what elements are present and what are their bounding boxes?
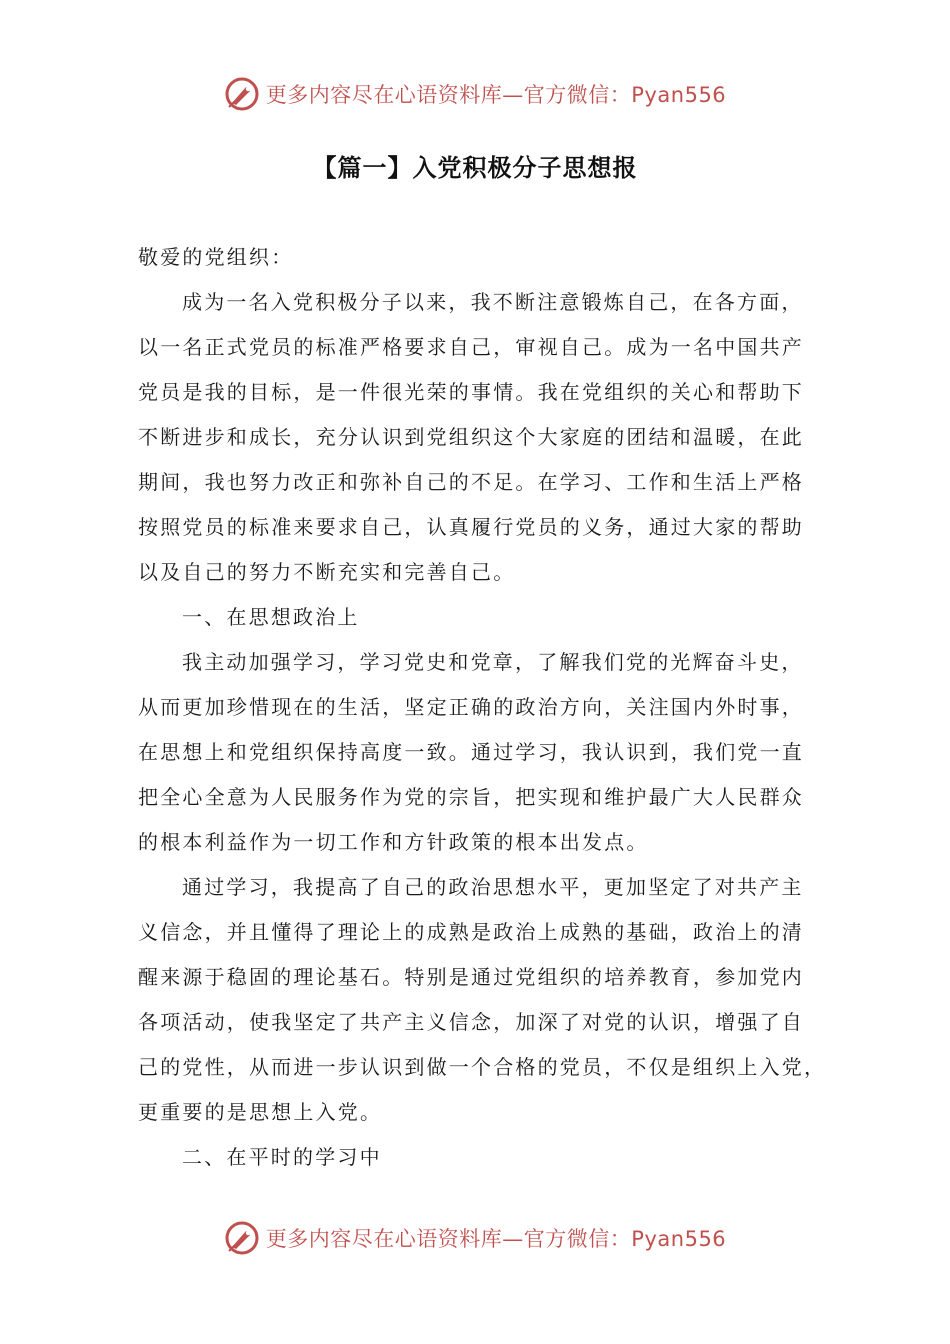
paragraph-line: 义信念，并且懂得了理论上的成熟是政治上成熟的基础，政治上的清 bbox=[138, 920, 804, 944]
paragraph-line: 以及自己的努力不断充实和完善自己。 bbox=[138, 560, 516, 584]
paragraph-line: 党员是我的目标，是一件很光荣的事情。我在党组织的关心和帮助下 bbox=[138, 380, 804, 404]
paragraph-line: 从而更加珍惜现在的生活，坚定正确的政治方向，关注国内外时事， bbox=[138, 695, 804, 719]
section-heading: 二、在平时的学习中 bbox=[182, 1145, 382, 1169]
paragraph-line: 的根本利益作为一切工作和方针政策的根本出发点。 bbox=[138, 830, 649, 854]
paragraph-line: 把全心全意为人民服务作为党的宗旨，把实现和维护最广大人民群众 bbox=[138, 785, 804, 809]
paragraph-line: 更重要的是思想上入党。 bbox=[138, 1100, 383, 1124]
paragraph-line: 醒来源于稳固的理论基石。特别是通过党组织的培养教育，参加党内 bbox=[138, 965, 804, 989]
paragraph-line: 成为一名入党积极分子以来，我不断注意锻炼自己，在各方面， bbox=[182, 290, 804, 314]
section-heading: 一、在思想政治上 bbox=[182, 605, 360, 629]
paragraph-line: 己的党性，从而进一步认识到做一个合格的党员，不仅是组织上入党， bbox=[138, 1055, 827, 1079]
document-body bbox=[138, 239, 827, 1184]
banner-text: 更多内容尽在心语资料库—官方微信：Pyan556 bbox=[265, 1227, 727, 1251]
paragraph-line: 按照党员的标准来要求自己，认真履行党员的义务，通过大家的帮助 bbox=[138, 515, 804, 539]
paragraph-line: 不断进步和成长，充分认识到党组织这个大家庭的团结和温暖，在此 bbox=[138, 425, 804, 449]
header-banner bbox=[0, 74, 950, 114]
pen-nib-logo-icon bbox=[224, 1220, 260, 1256]
paragraph-line: 各项活动，使我坚定了共产主义信念，加深了对党的认识，增强了自 bbox=[138, 1010, 804, 1034]
paragraph-line: 通过学习，我提高了自己的政治思想水平，更加坚定了对共产主 bbox=[182, 875, 804, 899]
paragraph-line: 期间，我也努力改正和弥补自己的不足。在学习、工作和生活上严格 bbox=[138, 470, 804, 494]
footer-banner bbox=[0, 1218, 950, 1258]
paragraph-line: 我主动加强学习，学习党史和党章，了解我们党的光辉奋斗史， bbox=[182, 650, 804, 674]
paragraph-line: 在思想上和党组织保持高度一致。通过学习，我认识到，我们党一直 bbox=[138, 740, 804, 764]
document-title: 【篇一】入党积极分子思想报 bbox=[312, 154, 638, 182]
pen-nib-logo-icon bbox=[224, 76, 260, 112]
salutation: 敬爱的党组织： bbox=[138, 245, 294, 269]
paragraph-line: 以一名正式党员的标准严格要求自己，审视自己。成为一名中国共产 bbox=[138, 335, 804, 359]
banner-text: 更多内容尽在心语资料库—官方微信：Pyan556 bbox=[265, 83, 727, 107]
